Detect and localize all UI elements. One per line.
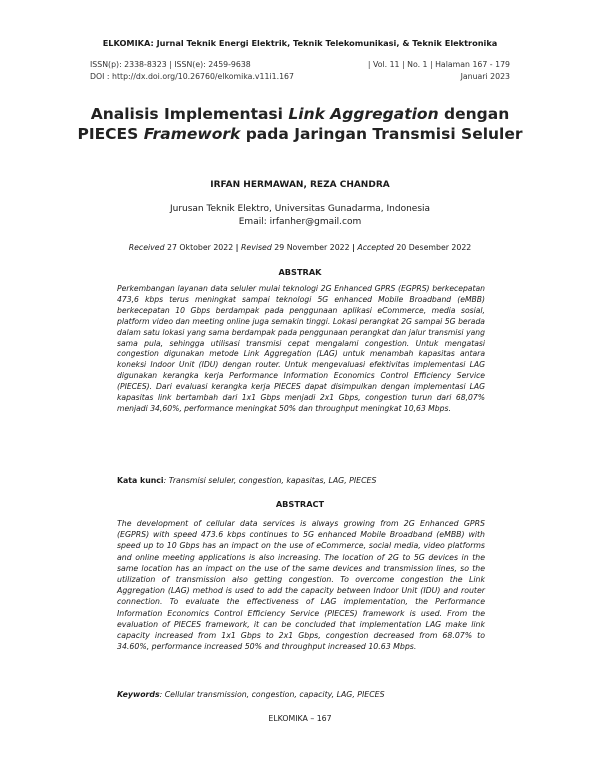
abstract-heading: ABSTRACT bbox=[275, 499, 325, 509]
doi-line bbox=[90, 72, 510, 81]
kata-kunci: Kata kunci: Transmisi seluler, congestion, kapasitas, LAG, PIECES bbox=[117, 476, 377, 485]
email[interactable]: Email: irfanher@gmail.com bbox=[238, 217, 362, 227]
affiliation-block bbox=[0, 203, 600, 229]
issn: ISSN(p): 2338-8323 | ISSN(e): 2459-9638 bbox=[90, 60, 251, 69]
submission-dates: Received 27 Oktober 2022 | Revised 29 November 2022 | Accepted 20 Desember 2022 bbox=[128, 243, 472, 252]
abstrak-heading: ABSTRAK bbox=[278, 267, 322, 277]
issn-line bbox=[90, 60, 510, 69]
page-footer: ELKOMIKA – 167 bbox=[268, 714, 332, 723]
abstract-text: The development of cellular data services is always growing from 2G Enhanced GPRS (EGPRS) with speed 473.6 kbps continues to 5G enhanced Mobile Broadband (eMBB) with speed up to 10 Gbps has an impact on the use of eCommerce, social media, video platforms and online meeting applications is also increasing. The location of 2G to 5G devices in the same location has an impact on the use of the same devices and transmission lines, so the utilization of transmission also getting congestion. To overcome congestion the Link Aggregation (LAG) method is used to add the capacity between Indoor Unit (IDU) and router connection. To evaluate the effectiveness of LAG implementation, the Performance Information Economics Control Efficiency Service (PIECES) framework is used. From the evaluation of PIECES framework, it can be concluded that implementation LAG make link capacity increased from 1x1 Gbps to 2x1 Gbps, congestion decreased from 68.07% to 34.60%, performance increased 50% and throughput increased 10.63 Mbps. bbox=[117, 519, 485, 652]
volume-pages: | Vol. 11 | No. 1 | Halaman 167 - 179 bbox=[367, 60, 510, 69]
affiliation: Jurusan Teknik Elektro, Universitas Gunadarma, Indonesia bbox=[169, 204, 431, 214]
doi-link[interactable]: DOI : http://dx.doi.org/10.26760/elkomika.v11i1.167 bbox=[90, 72, 294, 81]
abstrak-text: Perkembangan layanan data seluler mulai teknologi 2G Enhanced GPRS (EGPRS) berkecepatan 473,6 kbps terus meningkat sampai teknologi 5G enhanced Mobile Broadband (eMBB) berkecepatan 10 Gbps berdampak pada penggunaan aplikasi eCommerce, media sosial, platform video dan meeting online juga semakin tinggi. Lokasi perangkat 2G sampai 5G berada dalam satu lokasi yang sama berdampak pada penggunaan perangkat dan jalur transmisi yang sama pula, sehingga utilisasi transmisi cepat mengalami congestion. Untuk mengatasi congestion digunakan metode Link Aggregation (LAG) untuk menambah kapasitas antara koneksi Indoor Unit (IDU) dengan router. Untuk mengevaluasi efektivitas implementasi LAG digunakan kerangka kerja Performance Information Economics Control Efficiency Service (PIECES). Dari evaluasi kerangka kerja PIECES dapat disimpulkan dengan implementasi LAG kapasitas link bertambah dari 1x1 Gbps menjadi 2x1 Gbps, congestion turun dari 68,07% menjadi 34,60%, performance meningkat 50% dan throughput meningkat 10,63 Mbps. bbox=[117, 284, 485, 413]
journal-name: ELKOMIKA: Jurnal Teknik Energi Elektrik, Teknik Telekomunikasi, & Teknik Elektronika bbox=[102, 38, 498, 48]
issue-date: Januari 2023 bbox=[460, 72, 510, 81]
keywords: Keywords: Cellular transmission, congestion, capacity, LAG, PIECES bbox=[117, 690, 385, 699]
paper-title: Analisis Implementasi Link Aggregation dengan PIECES Framework pada Jaringan Transmisi Seluler bbox=[77, 105, 523, 143]
authors: IRFAN HERMAWAN, REZA CHANDRA bbox=[210, 180, 390, 190]
